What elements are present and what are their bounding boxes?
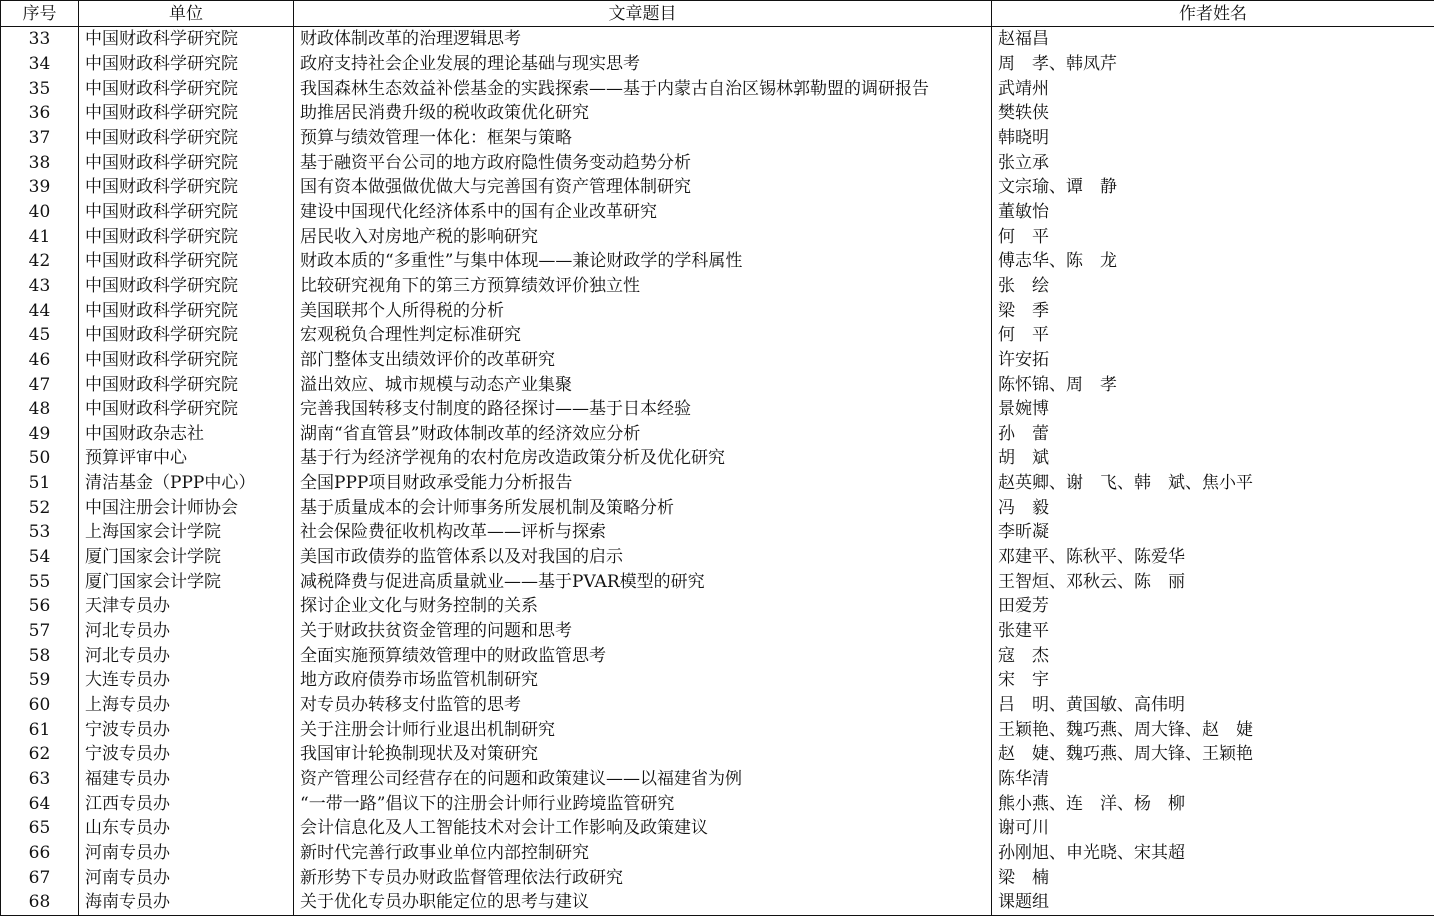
row-authors: 许安拓 (992, 348, 1434, 373)
row-authors: 陈怀锦、周 孝 (992, 372, 1434, 397)
row-article-title: 美国联邦个人所得税的分析 (294, 298, 992, 323)
row-article-title: 减税降费与促进高质量就业——基于PVAR模型的研究 (294, 569, 992, 594)
row-article-title: 会计信息化及人工智能技术对会计工作影响及政策建议 (294, 816, 992, 841)
row-unit: 中国财政科学研究院 (79, 249, 294, 274)
row-number: 56 (1, 594, 79, 619)
row-number: 62 (1, 742, 79, 767)
table-row (1, 298, 1434, 323)
table-row (1, 471, 1434, 496)
table-row (1, 693, 1434, 718)
row-authors: 熊小燕、连 洋、杨 柳 (992, 791, 1434, 816)
row-number: 53 (1, 520, 79, 545)
row-number: 68 (1, 890, 79, 915)
table-row (1, 767, 1434, 792)
row-authors: 课题组 (992, 890, 1434, 915)
table-row (1, 890, 1434, 915)
row-article-title: 湖南“省直管县”财政体制改革的经济效应分析 (294, 422, 992, 447)
row-unit: 河南专员办 (79, 865, 294, 890)
row-number: 59 (1, 668, 79, 693)
row-article-title: 探讨企业文化与财务控制的关系 (294, 594, 992, 619)
row-authors: 李昕凝 (992, 520, 1434, 545)
row-article-title: “一带一路”倡议下的注册会计师行业跨境监管研究 (294, 791, 992, 816)
table-row (1, 397, 1434, 422)
row-article-title: 关于优化专员办职能定位的思考与建议 (294, 890, 992, 915)
row-article-title: 国有资本做强做优做大与完善国有资产管理体制研究 (294, 175, 992, 200)
row-authors: 王智烜、邓秋云、陈 丽 (992, 569, 1434, 594)
row-authors: 胡 斌 (992, 446, 1434, 471)
row-number: 47 (1, 372, 79, 397)
row-authors: 赵英卿、谢 飞、韩 斌、焦小平 (992, 471, 1434, 496)
header-row (1, 1, 1434, 27)
row-authors: 陈华清 (992, 767, 1434, 792)
row-number: 40 (1, 200, 79, 225)
row-number: 52 (1, 495, 79, 520)
row-number: 60 (1, 693, 79, 718)
row-number: 65 (1, 816, 79, 841)
row-article-title: 地方政府债券市场监管机制研究 (294, 668, 992, 693)
row-authors: 景婉博 (992, 397, 1434, 422)
table-row (1, 27, 1434, 52)
table-row (1, 446, 1434, 471)
row-number: 61 (1, 717, 79, 742)
table-row (1, 495, 1434, 520)
row-number: 35 (1, 76, 79, 101)
row-number: 48 (1, 397, 79, 422)
row-article-title: 部门整体支出绩效评价的改革研究 (294, 348, 992, 373)
row-number: 66 (1, 841, 79, 866)
row-article-title: 宏观税负合理性判定标准研究 (294, 323, 992, 348)
row-number: 34 (1, 52, 79, 77)
table-row (1, 323, 1434, 348)
table-row (1, 200, 1434, 225)
row-unit: 上海专员办 (79, 693, 294, 718)
row-unit: 中国财政科学研究院 (79, 224, 294, 249)
row-article-title: 新形势下专员办财政监督管理依法行政研究 (294, 865, 992, 890)
row-number: 58 (1, 643, 79, 668)
row-number: 39 (1, 175, 79, 200)
row-number: 36 (1, 101, 79, 126)
row-unit: 厦门国家会计学院 (79, 569, 294, 594)
table-row (1, 150, 1434, 175)
row-article-title: 财政体制改革的治理逻辑思考 (294, 27, 992, 52)
row-number: 64 (1, 791, 79, 816)
row-unit: 中国财政科学研究院 (79, 348, 294, 373)
row-article-title: 关于财政扶贫资金管理的问题和思考 (294, 619, 992, 644)
row-article-title: 美国市政债券的监管体系以及对我国的启示 (294, 545, 992, 570)
table-row (1, 175, 1434, 200)
row-number: 55 (1, 569, 79, 594)
row-authors: 孙刚旭、申光晓、宋其超 (992, 841, 1434, 866)
row-unit: 中国财政科学研究院 (79, 397, 294, 422)
row-article-title: 我国审计轮换制现状及对策研究 (294, 742, 992, 767)
row-unit: 清洁基金（PPP中心） (79, 471, 294, 496)
row-unit: 宁波专员办 (79, 717, 294, 742)
row-unit: 预算评审中心 (79, 446, 294, 471)
row-number: 57 (1, 619, 79, 644)
table-row (1, 791, 1434, 816)
row-unit: 中国财政科学研究院 (79, 323, 294, 348)
row-unit: 厦门国家会计学院 (79, 545, 294, 570)
table-row (1, 816, 1434, 841)
row-number: 63 (1, 767, 79, 792)
row-authors: 张立承 (992, 150, 1434, 175)
row-unit: 中国财政科学研究院 (79, 101, 294, 126)
row-authors: 韩晓明 (992, 126, 1434, 151)
row-unit: 河北专员办 (79, 619, 294, 644)
row-number: 50 (1, 446, 79, 471)
row-authors: 梁 楠 (992, 865, 1434, 890)
row-unit: 江西专员办 (79, 791, 294, 816)
row-authors: 寇 杰 (992, 643, 1434, 668)
row-authors: 赵福昌 (992, 27, 1434, 52)
row-article-title: 基于行为经济学视角的农村危房改造政策分析及优化研究 (294, 446, 992, 471)
row-unit: 中国财政科学研究院 (79, 150, 294, 175)
row-unit: 河南专员办 (79, 841, 294, 866)
header-author: 作者姓名 (992, 1, 1434, 27)
row-number: 38 (1, 150, 79, 175)
row-unit: 中国财政科学研究院 (79, 126, 294, 151)
row-article-title: 预算与绩效管理一体化：框架与策略 (294, 126, 992, 151)
table-row (1, 742, 1434, 767)
row-unit: 中国财政杂志社 (79, 422, 294, 447)
row-number: 51 (1, 471, 79, 496)
row-article-title: 资产管理公司经营存在的问题和政策建议——以福建省为例 (294, 767, 992, 792)
table-row (1, 717, 1434, 742)
row-number: 45 (1, 323, 79, 348)
row-authors: 吕 明、黄国敏、高伟明 (992, 693, 1434, 718)
table-row (1, 224, 1434, 249)
table-row (1, 668, 1434, 693)
row-number: 67 (1, 865, 79, 890)
table-row (1, 865, 1434, 890)
row-article-title: 基于融资平台公司的地方政府隐性债务变动趋势分析 (294, 150, 992, 175)
row-number: 46 (1, 348, 79, 373)
row-article-title: 完善我国转移支付制度的路径探讨——基于日本经验 (294, 397, 992, 422)
row-number: 49 (1, 422, 79, 447)
table-row (1, 569, 1434, 594)
row-authors: 何 平 (992, 224, 1434, 249)
row-authors: 文宗瑜、谭 静 (992, 175, 1434, 200)
table-row (1, 101, 1434, 126)
row-article-title: 全面实施预算绩效管理中的财政监管思考 (294, 643, 992, 668)
row-authors: 张建平 (992, 619, 1434, 644)
row-authors: 田爱芳 (992, 594, 1434, 619)
table-body (1, 27, 1434, 916)
table-row (1, 643, 1434, 668)
row-article-title: 关于注册会计师行业退出机制研究 (294, 717, 992, 742)
table-row (1, 274, 1434, 299)
row-unit: 大连专员办 (79, 668, 294, 693)
row-article-title: 新时代完善行政事业单位内部控制研究 (294, 841, 992, 866)
row-article-title: 基于质量成本的会计师事务所发展机制及策略分析 (294, 495, 992, 520)
table-row (1, 520, 1434, 545)
table-row (1, 422, 1434, 447)
row-unit: 河北专员办 (79, 643, 294, 668)
row-unit: 中国财政科学研究院 (79, 298, 294, 323)
row-article-title: 居民收入对房地产税的影响研究 (294, 224, 992, 249)
table-row (1, 545, 1434, 570)
row-authors: 武靖州 (992, 76, 1434, 101)
row-article-title: 比较研究视角下的第三方预算绩效评价独立性 (294, 274, 992, 299)
table-header (1, 1, 1434, 27)
row-unit: 山东专员办 (79, 816, 294, 841)
table-row (1, 249, 1434, 274)
header-unit: 单位 (79, 1, 294, 27)
row-number: 44 (1, 298, 79, 323)
row-unit: 中国财政科学研究院 (79, 175, 294, 200)
row-unit: 中国财政科学研究院 (79, 200, 294, 225)
row-authors: 张 绘 (992, 274, 1434, 299)
row-authors: 谢可川 (992, 816, 1434, 841)
row-unit: 天津专员办 (79, 594, 294, 619)
table-row (1, 372, 1434, 397)
table-row (1, 76, 1434, 101)
row-authors: 冯 毅 (992, 495, 1434, 520)
row-number: 33 (1, 27, 79, 52)
row-authors: 何 平 (992, 323, 1434, 348)
row-article-title: 对专员办转移支付监管的思考 (294, 693, 992, 718)
row-unit: 中国财政科学研究院 (79, 76, 294, 101)
header-no: 序号 (1, 1, 79, 27)
row-article-title: 政府支持社会企业发展的理论基础与现实思考 (294, 52, 992, 77)
row-number: 42 (1, 249, 79, 274)
row-authors: 樊轶侠 (992, 101, 1434, 126)
row-number: 41 (1, 224, 79, 249)
row-article-title: 我国森林生态效益补偿基金的实践探索——基于内蒙古自治区锡林郭勒盟的调研报告 (294, 76, 992, 101)
row-article-title: 建设中国现代化经济体系中的国有企业改革研究 (294, 200, 992, 225)
row-article-title: 助推居民消费升级的税收政策优化研究 (294, 101, 992, 126)
table-row (1, 619, 1434, 644)
row-article-title: 全国PPP项目财政承受能力分析报告 (294, 471, 992, 496)
row-authors: 宋 宇 (992, 668, 1434, 693)
table-row (1, 52, 1434, 77)
table-row (1, 348, 1434, 373)
row-authors: 王颖艳、魏巧燕、周大锋、赵 婕 (992, 717, 1434, 742)
row-article-title: 社会保险费征收机构改革——评析与探索 (294, 520, 992, 545)
row-unit: 宁波专员办 (79, 742, 294, 767)
table-row (1, 841, 1434, 866)
row-unit: 福建专员办 (79, 767, 294, 792)
row-unit: 中国注册会计师协会 (79, 495, 294, 520)
row-unit: 中国财政科学研究院 (79, 52, 294, 77)
row-unit: 中国财政科学研究院 (79, 274, 294, 299)
row-unit: 上海国家会计学院 (79, 520, 294, 545)
table-row (1, 594, 1434, 619)
row-number: 43 (1, 274, 79, 299)
header-title: 文章题目 (294, 1, 992, 27)
row-article-title: 财政本质的“多重性”与集中体现——兼论财政学的学科属性 (294, 249, 992, 274)
row-authors: 邓建平、陈秋平、陈爱华 (992, 545, 1434, 570)
row-authors: 赵 婕、魏巧燕、周大锋、王颖艳 (992, 742, 1434, 767)
row-unit: 中国财政科学研究院 (79, 27, 294, 52)
row-unit: 海南专员办 (79, 890, 294, 915)
row-article-title: 溢出效应、城市规模与动态产业集聚 (294, 372, 992, 397)
row-authors: 傅志华、陈 龙 (992, 249, 1434, 274)
table-row (1, 126, 1434, 151)
row-authors: 孙 蕾 (992, 422, 1434, 447)
row-number: 37 (1, 126, 79, 151)
row-unit: 中国财政科学研究院 (79, 372, 294, 397)
row-authors: 梁 季 (992, 298, 1434, 323)
row-authors: 董敏怡 (992, 200, 1434, 225)
row-authors: 周 孝、韩凤芹 (992, 52, 1434, 77)
row-number: 54 (1, 545, 79, 570)
